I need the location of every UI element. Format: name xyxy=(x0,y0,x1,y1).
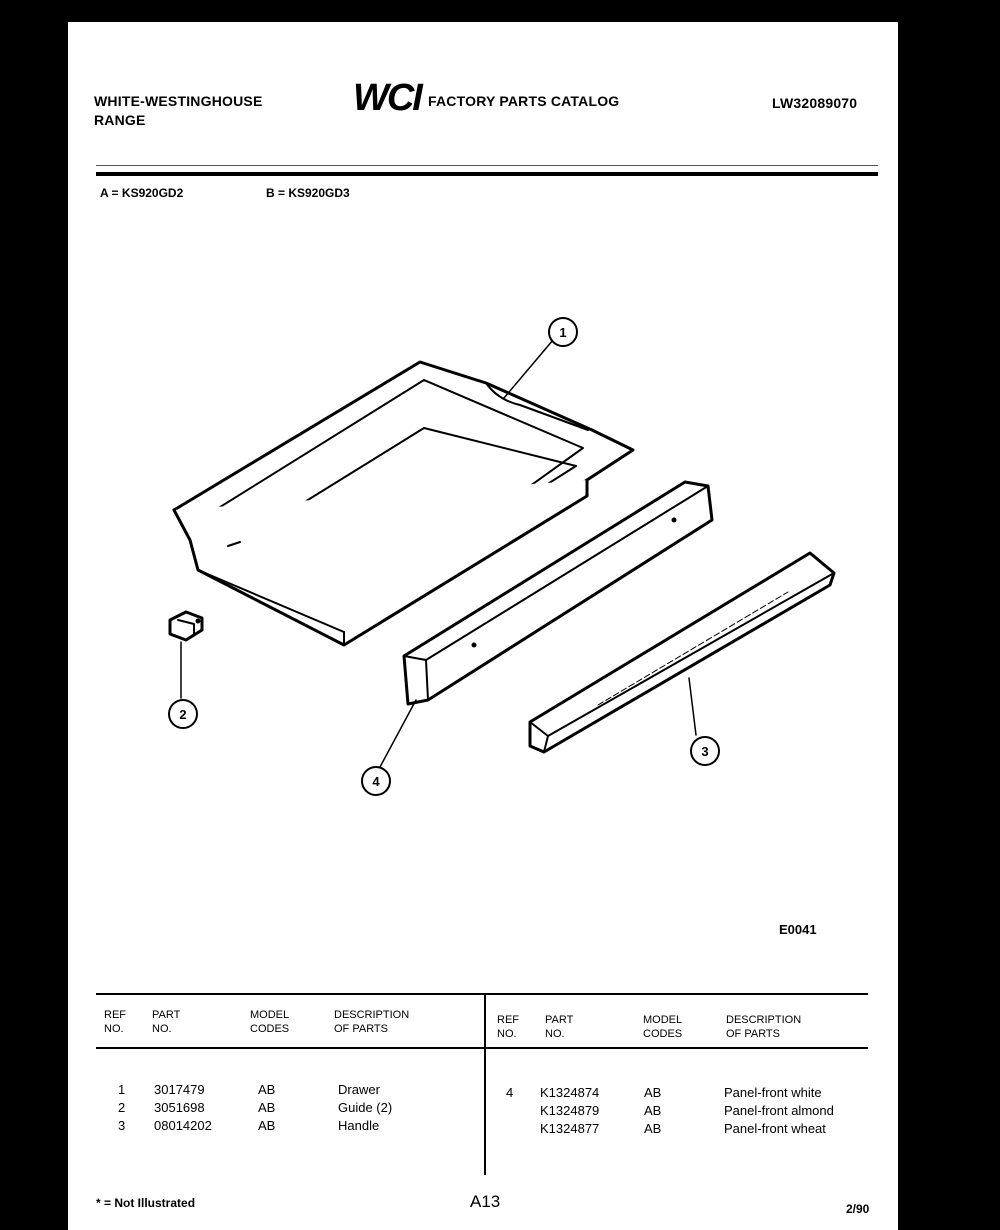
table-cell-desc: Drawer xyxy=(338,1082,380,1097)
table-cell-codes: AB xyxy=(258,1082,276,1097)
table-cell-part: K1324874 xyxy=(540,1085,600,1100)
table-cell-codes: AB xyxy=(644,1121,662,1136)
table-cell-codes: AB xyxy=(258,1100,276,1115)
wci-logo: WCI xyxy=(353,77,421,119)
th-part-left: PART NO. xyxy=(152,1009,181,1035)
th-codes-left: MODEL CODES xyxy=(250,1009,290,1035)
table-cell-part: K1324877 xyxy=(540,1121,600,1136)
callout-1: 1 xyxy=(559,325,567,340)
callout-3: 3 xyxy=(701,744,709,759)
table-cell-ref: 3 xyxy=(118,1118,126,1133)
table-cell-desc: Guide (2) xyxy=(338,1100,393,1115)
table-cell-ref: 4 xyxy=(506,1085,514,1100)
table-cell-desc: Panel-front white xyxy=(724,1085,822,1100)
figure-code: E0041 xyxy=(779,922,817,937)
catalog-title: FACTORY PARTS CATALOG xyxy=(428,93,620,109)
brand-line-1: WHITE-WESTINGHOUSE xyxy=(94,93,263,109)
table-header-rule xyxy=(96,1047,868,1049)
table-cell-desc: Panel-front wheat xyxy=(724,1121,826,1136)
table-cell-codes: AB xyxy=(644,1103,662,1118)
table-divider xyxy=(484,995,486,1175)
table-cell-part: 3017479 xyxy=(154,1082,205,1097)
table-cell-codes: AB xyxy=(644,1085,662,1100)
guide-part xyxy=(170,612,202,640)
model-b: B = KS920GD3 xyxy=(266,186,350,200)
scan-border-right xyxy=(898,0,1000,1230)
scan-border-top xyxy=(0,0,1000,22)
revision-date: 2/90 xyxy=(846,1202,870,1216)
table-cell-ref: 2 xyxy=(118,1100,126,1115)
th-desc-right: DESCRIPTION OF PARTS xyxy=(726,1014,802,1040)
table-cell-desc: Panel-front almond xyxy=(724,1103,834,1118)
table-top-rule xyxy=(96,993,868,995)
table-cell-codes: AB xyxy=(258,1118,276,1133)
th-part-right: PART NO. xyxy=(545,1014,574,1040)
model-a: A = KS920GD2 xyxy=(100,186,184,200)
th-ref-right: REF NO. xyxy=(497,1014,519,1040)
footnote: * = Not Illustrated xyxy=(96,1196,196,1210)
page-number: A13 xyxy=(470,1192,501,1211)
table-cell-ref: 1 xyxy=(118,1082,126,1097)
brand-line-2: RANGE xyxy=(94,112,146,128)
callout-4: 4 xyxy=(372,774,380,789)
table-cell-part: 08014202 xyxy=(154,1118,212,1133)
exploded-parts-diagram xyxy=(68,200,898,820)
th-codes-right: MODEL CODES xyxy=(643,1014,683,1040)
scan-border-left xyxy=(0,0,68,1230)
header-rule xyxy=(96,172,878,176)
header-rule-thin xyxy=(96,165,878,166)
th-desc-left: DESCRIPTION OF PARTS xyxy=(334,1009,410,1035)
catalog-number: LW32089070 xyxy=(772,95,858,111)
table-cell-part: K1324879 xyxy=(540,1103,600,1118)
callout-2: 2 xyxy=(179,707,187,722)
table-cell-desc: Handle xyxy=(338,1118,380,1133)
th-ref-left: REF NO. xyxy=(104,1009,126,1035)
table-cell-part: 3051698 xyxy=(154,1100,205,1115)
